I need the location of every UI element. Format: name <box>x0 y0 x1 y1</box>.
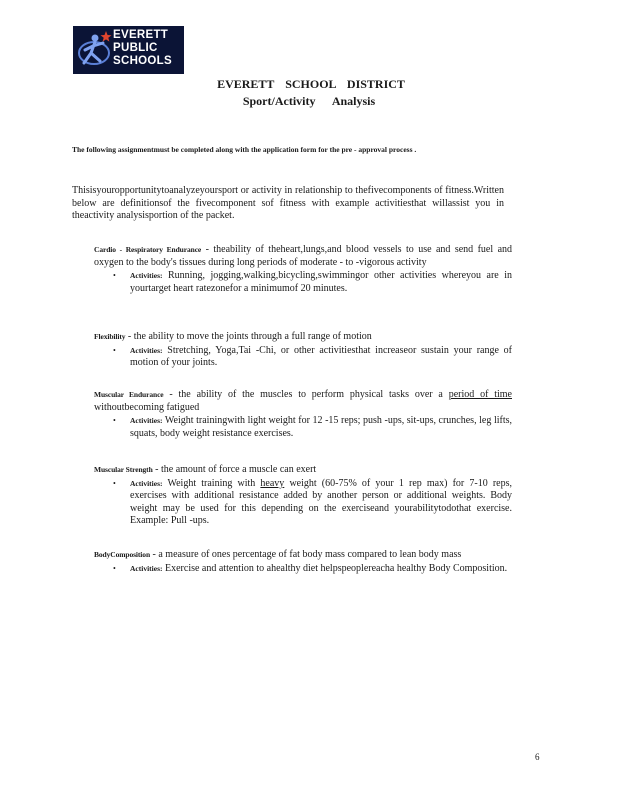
district-title: EVERETT SCHOOL DISTRICT <box>217 77 405 91</box>
section-term: BodyComposition <box>94 550 151 559</box>
section-muscular-strength <box>94 464 512 528</box>
underlined-phrase: period of time <box>448 389 512 400</box>
intro-paragraph: Thisisyouropportunitytoanalyzeyoursport or activity in relationship to thefivecomponents of fitness.Written below are definitionsof the fivecomponent sof fitness with example activitiesthat willassist you in theactivity analysisportion of the packet. <box>72 185 504 222</box>
section-term: Flexibility <box>94 332 126 341</box>
bullet-icon: • <box>113 416 116 426</box>
section-definition: - theability of theheart,lungs,and blood vessels to use and send fuel and oxygen to the body's tissues during long periods of moderate - to -vigorous activity <box>94 244 513 268</box>
section-muscular-endurance: Muscular Endurance - the ability of the muscles to perform physical tasks over a period of time withoutbecoming fatigued • Activities: Weight trainingwith light weight for 12 -15 reps; push -ups, sit-ups, crunches, leg lifts, squats, body weight resistance exercises. <box>94 389 512 439</box>
district-logo <box>73 26 184 74</box>
section-body-composition <box>94 549 512 575</box>
document-title <box>0 76 618 110</box>
logo-text: EVERETT PUBLIC SCHOOLS <box>113 29 172 67</box>
section-term: Muscular Strength <box>94 465 153 474</box>
bullet-icon: • <box>113 345 116 355</box>
section-term: Cardio - Respiratory Endurance <box>94 245 202 254</box>
underlined-word: heavy <box>260 477 285 489</box>
section-definition: - a measure of ones percentage of fat body mass compared to lean body mass <box>152 549 462 560</box>
activities-item: • Activities: Running, jogging,walking,bicycling,swimmingor other activities whereyou are in yourtarget heart ratezonefor a minimumof 20 minutes. <box>113 270 512 294</box>
activities-item: • Activities: Weight training with heavy weight (60-75% of your 1 rep max) for 7-10 reps, exercises with additional resistance added by another person or additional weights. Body weight may be used for this depending on the exerciseand yourabilitytodothat exercise. Example: Pull -ups. <box>113 477 513 527</box>
analysis-subtitle: Sport/Activity Analysis <box>242 94 376 108</box>
section-definition: - the amount of force a muscle can exert <box>155 464 317 475</box>
bullet-icon: • <box>113 478 116 488</box>
page-number: 6 <box>535 752 540 762</box>
activities-item: • Activities: Weight trainingwith light weight for 12 -15 reps; push -ups, sit-ups, crunches, leg lifts, squats, body weight resistance exercises. <box>113 415 512 439</box>
activities-item: • Activities: Exercise and attention to ahealthy diet helpspeoplereacha healthy Body Composition. <box>113 562 508 574</box>
activities-item: • Activities: Stretching, Yoga,Tai -Chi, or other activitiesthat increaseor sustain your range of motion of your joints. <box>113 344 513 369</box>
runner-emblem-icon <box>76 29 112 71</box>
section-definition: - the ability to move the joints through a full range of motion <box>127 331 372 342</box>
bullet-icon: • <box>113 563 116 573</box>
requirement-note: The following assignmentmust be completed along with the application form for the pre - approval process . <box>72 145 417 154</box>
section-cardio-respiratory-endurance <box>94 244 512 295</box>
section-flexibility <box>94 331 512 370</box>
bullet-icon: • <box>113 271 116 281</box>
section-term: Muscular Endurance <box>94 390 164 399</box>
